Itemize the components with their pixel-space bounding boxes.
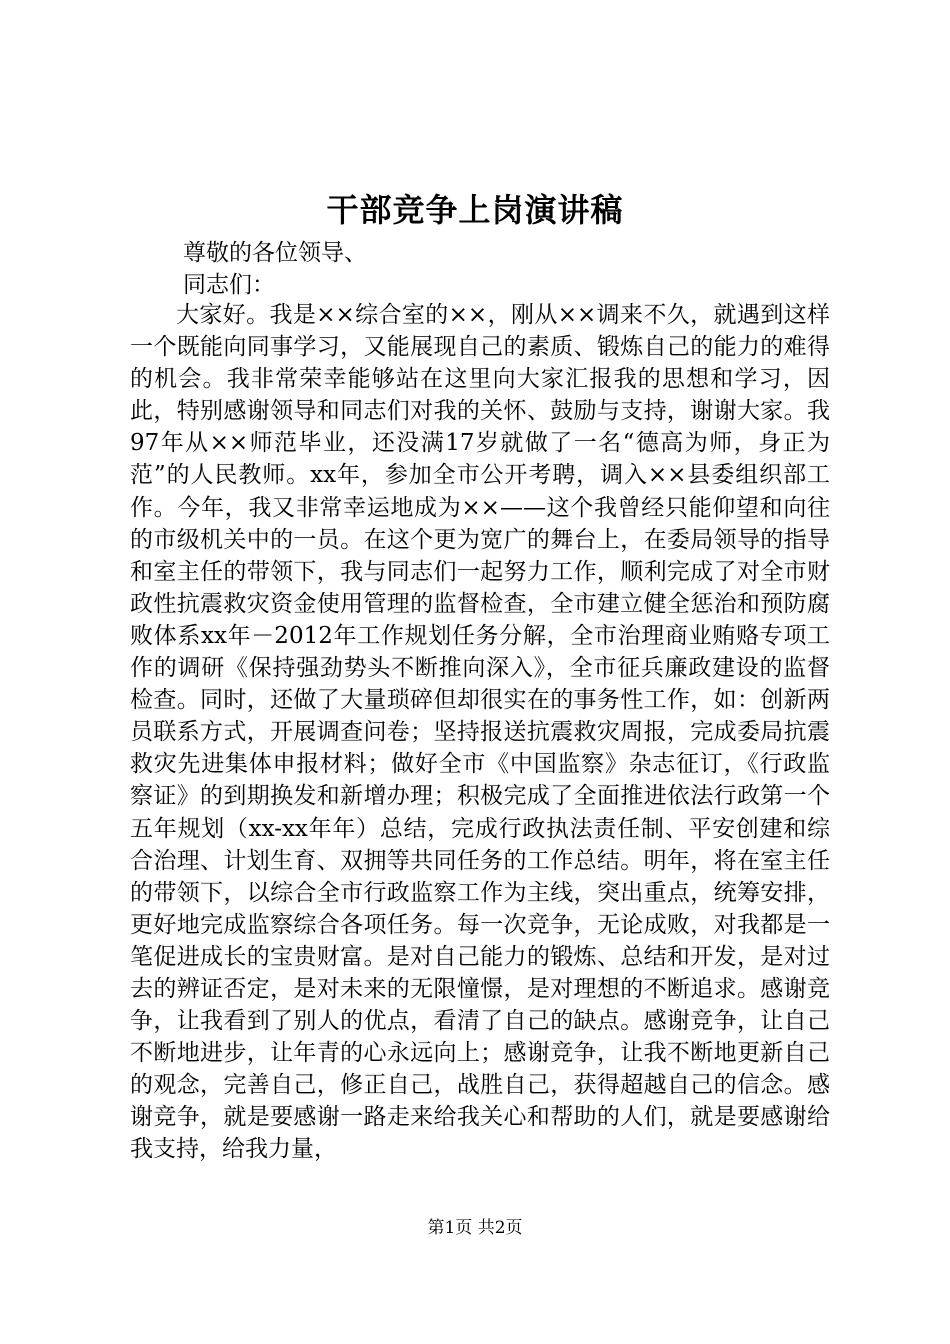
page-indicator: 第1页 共2页 <box>427 1218 523 1238</box>
document-title: 干部竞争上岗演讲稿 <box>326 191 624 229</box>
greeting-line-2: 同志们： <box>183 272 275 298</box>
speech-body-paragraph: 大家好。我是××综合室的××，刚从××调来不久，就遇到这样一个既能向同事学习，又能展现自己的素质、锻炼自己的能力的难得的机会。我非常荣幸能够站在这里向大家汇报我的思想和学习，因此，特别感谢领导和同志们对我的关怀、鼓励与支持，谢谢大家。我97年从××师范毕业，还没满17岁就做了一名“德高为师，身正为范”的人民教师。xx年，参加全市公开考聘，调入××县委组织部工作。今年，我又非常幸运地成为××——这个我曾经只能仰望和向往的市级机关中的一员。在这个更为宽广的舞台上，在委局领导的指导和室主任的带领下，我与同志们一起努力工作，顺利完成了对全市财政性抗震救灾资金使用管理的监督检查，全市建立健全惩治和预防腐败体系xx年－2012年工作规划任务分解，全市治理商业贿赂专项工作的调研《保持强劲势头不断推向深入》，全市征兵廉政建设的监督检查。同时，还做了大量琐碎但却很实在的事务性工作，如：创新两员联系方式，开展调查问卷；坚持报送抗震救灾周报，完成委局抗震救灾先进集体申报材料；做好全市《中国监察》杂志征订，《行政监察证》的到期换发和新增办理；积极完成了全面推进依法行政第一个五年规划（xx-xx年年）总结，完成行政执法责任制、平安创建和综合治理、计划生育、双拥等共同任务的工作总结。明年，将在室主任的带领下，以综合全市行政监察工作为主线，突出重点，统筹安排，更好地完成监察综合各项任务。每一次竞争，无论成败，对我都是一笔促进成长的宝贵财富。是对自己能力的锻炼、总结和开发，是对过去的辨证否定，是对未来的无限憧憬，是对理想的不断追求。感谢竞争，让我看到了别人的优点，看清了自己的缺点。感谢竞争，让自己不断地进步，让年青的心永远向上；感谢竞争，让我不断地更新自己的观念，完善自己，修正自己，战胜自己，获得超越自己的信念。感谢竞争，就是要感谢一路走来给我关心和帮助的人们，就是要感谢给我支持，给我力量， <box>130 302 830 1163</box>
greeting-line-1: 尊敬的各位领导、 <box>183 240 367 266</box>
